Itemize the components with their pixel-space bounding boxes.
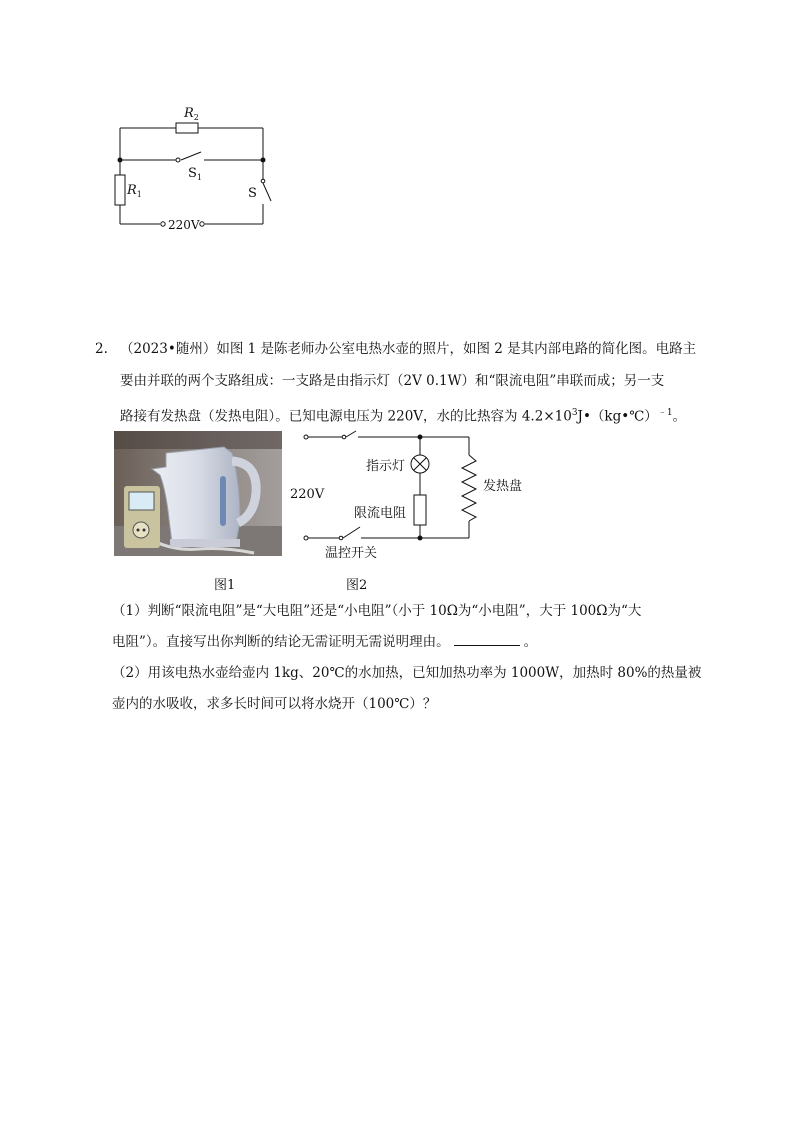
fig2-voltage: 220V — [290, 487, 325, 502]
kettle-photo — [114, 431, 282, 556]
problem-line-3: 路接有发热盘（发热电阻）。已知电源电压为 220V，水的比热容为 $4.2\times 10^3J•(kg•℃)^{﹣1}$。 — [120, 408, 687, 425]
question-2-line-1: （2）用该电热水壶给壶内 1kg、20℃的水加热，已知加热功率为 1000W，加热时 80%的热量被 — [112, 665, 702, 681]
circuit-diagram-1 — [100, 95, 280, 235]
problem-number: 2. — [95, 341, 108, 357]
heater-label: 发热盘 — [483, 479, 523, 494]
limit-resistor-label: 限流电阻 — [354, 506, 407, 521]
voltage-label: 220V — [168, 218, 200, 232]
fig1-caption: 图1 — [214, 578, 236, 593]
question-2-line-2: 壶内的水吸收，求多长时间可以将水烧开（100℃）？ — [112, 696, 437, 712]
problem-line-1: （2023•随州）如图 1 是陈老师办公室电热水壶的照片，如图 2 是其内部电路的简化图。电路主 — [120, 341, 697, 357]
question-1-line-1: （1）判断“限流电阻”是“大电阻”还是“小电阻”（小于 10Ω为“小电阻”，大于 100Ω为“大 — [112, 603, 642, 619]
thermo-switch-label: 温控开关 — [325, 546, 378, 561]
r1-label: $R_1$ — [127, 183, 142, 199]
answer-blank[interactable] — [454, 629, 520, 646]
problem-line-2: 要由并联的两个支路组成：一支路是由指示灯（2V 0.1W）和“限流电阻”串联而成；另一支 — [120, 373, 665, 389]
s1-label: $S_1$ — [188, 166, 202, 182]
s-label: S — [248, 186, 257, 201]
r2-label: $R_2$ — [184, 106, 199, 122]
question-1-line-2: 电阻”）。直接写出你判断的结论无需证明无需说明理由。 。 — [112, 629, 537, 655]
fig2-caption: 图2 — [346, 578, 368, 593]
circuit-diagram-2 — [285, 425, 535, 565]
indicator-label: 指示灯 — [366, 459, 406, 474]
